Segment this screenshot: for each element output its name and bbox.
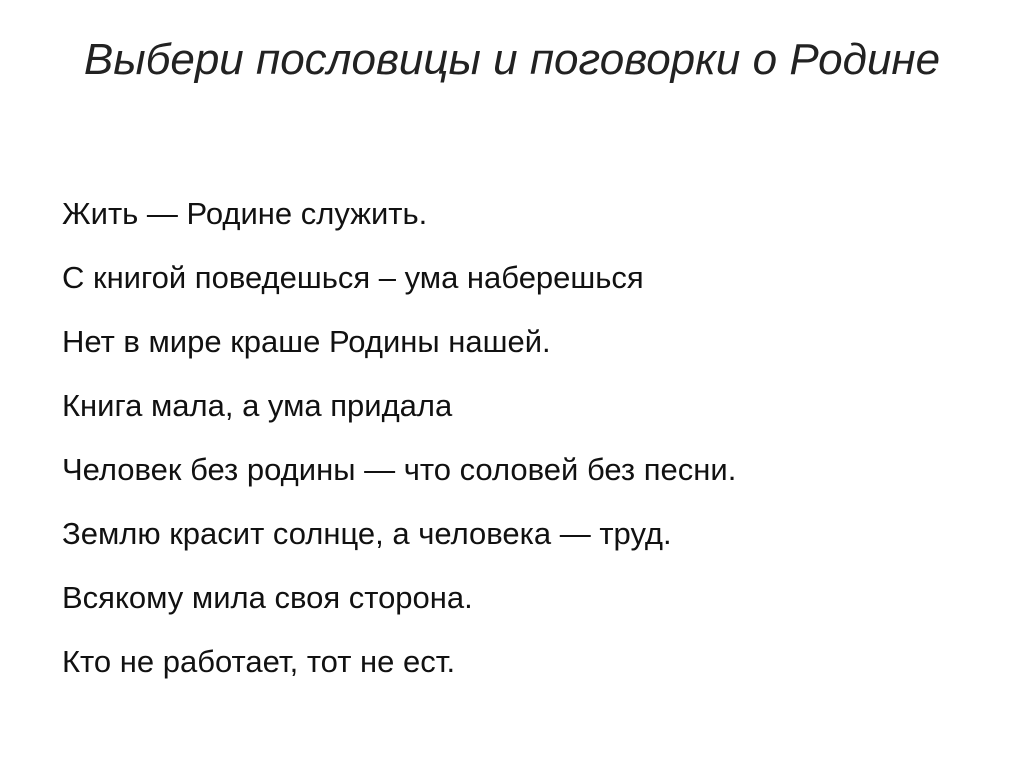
proverb-list: [62, 182, 982, 694]
list-item: Землю красит солнце, а человека — труд.: [62, 516, 672, 551]
list-item: Кто не работает, тот не ест.: [62, 644, 456, 679]
list-item: С книгой поведешься – ума наберешься: [62, 260, 644, 295]
list-item: Жить — Родине служить.: [62, 196, 428, 231]
list-item: Всякому мила своя сторона.: [62, 580, 473, 615]
list-item: Книга мала, а ума придала: [62, 388, 453, 423]
list-item: Нет в мире краше Родины нашей.: [62, 324, 551, 359]
list-item: Человек без родины — что соловей без песни.: [62, 452, 737, 487]
slide-title: Выбери пословицы и поговорки о Родине: [83, 35, 941, 84]
